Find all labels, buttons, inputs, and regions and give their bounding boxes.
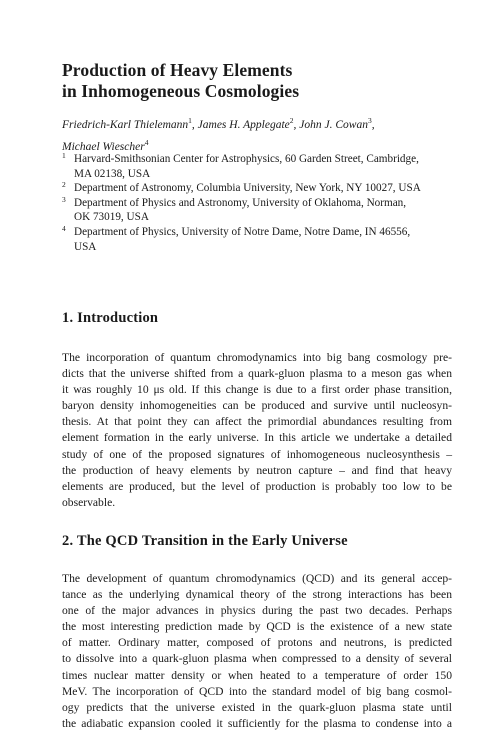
- section-heading-introduction: 1. Introduction: [62, 310, 159, 326]
- author-name: Friedrich-Karl Thielemann: [62, 118, 189, 131]
- paragraph-line: thesis. At that point they can affect the primordial abundances resulting from: [62, 415, 452, 429]
- paragraph-line: observable.: [62, 495, 116, 509]
- affiliation-line: MA 02138, USA: [74, 167, 151, 180]
- paragraph-line: it was roughly 10 μs old. If this change is due to a first order phase transition,: [62, 383, 452, 397]
- author-name: James H. Applegate: [197, 118, 290, 131]
- affiliation-list: [62, 152, 462, 254]
- author-sup: 3: [367, 116, 372, 125]
- section-heading-qcd-transition: 2. The QCD Transition in the Early Universe: [62, 533, 348, 549]
- affiliation-item: [62, 196, 462, 225]
- affiliation-line: Harvard-Smithsonian Center for Astrophysics, 60 Garden Street, Cambridge,: [74, 153, 419, 165]
- title-line-2: in Inhomogeneous Cosmologies: [62, 81, 300, 101]
- paragraph-line: the most interesting prediction made by QCD is the existence of a new state: [62, 620, 452, 634]
- affiliation-item: [62, 181, 462, 196]
- affiliation-number: 2: [62, 180, 66, 190]
- author-sup: 2: [289, 116, 294, 125]
- paragraph-line: elements are produced, but the level of production is probably too low to be: [62, 479, 452, 493]
- affiliation-line: Department of Physics and Astronomy, University of Oklahoma, Norman,: [74, 196, 407, 209]
- affiliation-line: Department of Physics, University of Notre Dame, Notre Dame, IN 46556,: [74, 225, 411, 238]
- qcd-transition-paragraph: [62, 571, 452, 732]
- paragraph-line: ogy predicts that the universe existed in the quark-gluon plasma state until: [62, 700, 452, 714]
- affiliation-line: USA: [74, 240, 97, 253]
- affiliation-item: [62, 225, 462, 254]
- author-sup: 4: [144, 137, 149, 147]
- paragraph-line: one of the major advances in physics during the past two decades. Perhaps: [62, 604, 452, 618]
- paper-title: [62, 60, 442, 102]
- affiliation-line: OK 73019, USA: [74, 211, 149, 224]
- author-name: John J. Cowan: [299, 118, 368, 131]
- author-sup: 1: [188, 116, 192, 125]
- title-line-1: Production of Heavy Elements: [62, 60, 293, 80]
- paragraph-line: The incorporation of quantum chromodynamics into big bang cosmology pre-: [62, 351, 452, 364]
- affiliation-number: 3: [62, 194, 66, 204]
- introduction-paragraph: [62, 350, 452, 511]
- paragraph-line: dicts that the universe shifted from a quark-gluon plasma to a meson gas when: [62, 367, 452, 381]
- author-list: Friedrich-Karl Thielemann$^1$, James H. Applegate$^2$, John J. Cowan$^3$, Michael Wiescher$^4$: [62, 116, 375, 153]
- paragraph-line: The development of quantum chromodynamics (QCD) and its general accep-: [62, 572, 452, 585]
- paragraph-line: study of one of the proposed signatures of inhomogeneous nucleosynthesis –: [62, 447, 452, 461]
- paragraph-line: to dissolve into a quark-gluon plasma when compressed to a density of several: [62, 652, 452, 666]
- paragraph-line: the adiabatic expansion cooled it sufficiently for the plasma to condense into a: [62, 716, 452, 730]
- paragraph-line: tance as the underlying dynamical theory of the strong interactions has been: [62, 588, 452, 602]
- paragraph-line: of matter. Ordinary matter, composed of protons and neutrons, is predicted: [62, 636, 452, 650]
- author-name: Michael Wiescher: [62, 140, 145, 153]
- paragraph-line: MeV. The incorporation of QCD into the standard model of big bang cosmol-: [62, 684, 452, 698]
- paragraph-line: element formation in the early universe. In this article we undertake a detailed: [62, 431, 452, 445]
- paragraph-line: baryon density inhomogeneities can be produced and survive until nucleosyn-: [62, 399, 452, 413]
- paragraph-line: the production of heavy elements by neutron capture – and find that heavy: [62, 463, 452, 477]
- affiliation-number: 1: [62, 151, 66, 160]
- affiliation-number: 4: [62, 223, 66, 233]
- affiliation-item: [62, 152, 462, 181]
- paragraph-line: times nuclear matter density or when heated to a temperature of order 150: [62, 668, 452, 682]
- affiliation-line: Department of Astronomy, Columbia University, New York, NY 10027, USA: [74, 182, 421, 195]
